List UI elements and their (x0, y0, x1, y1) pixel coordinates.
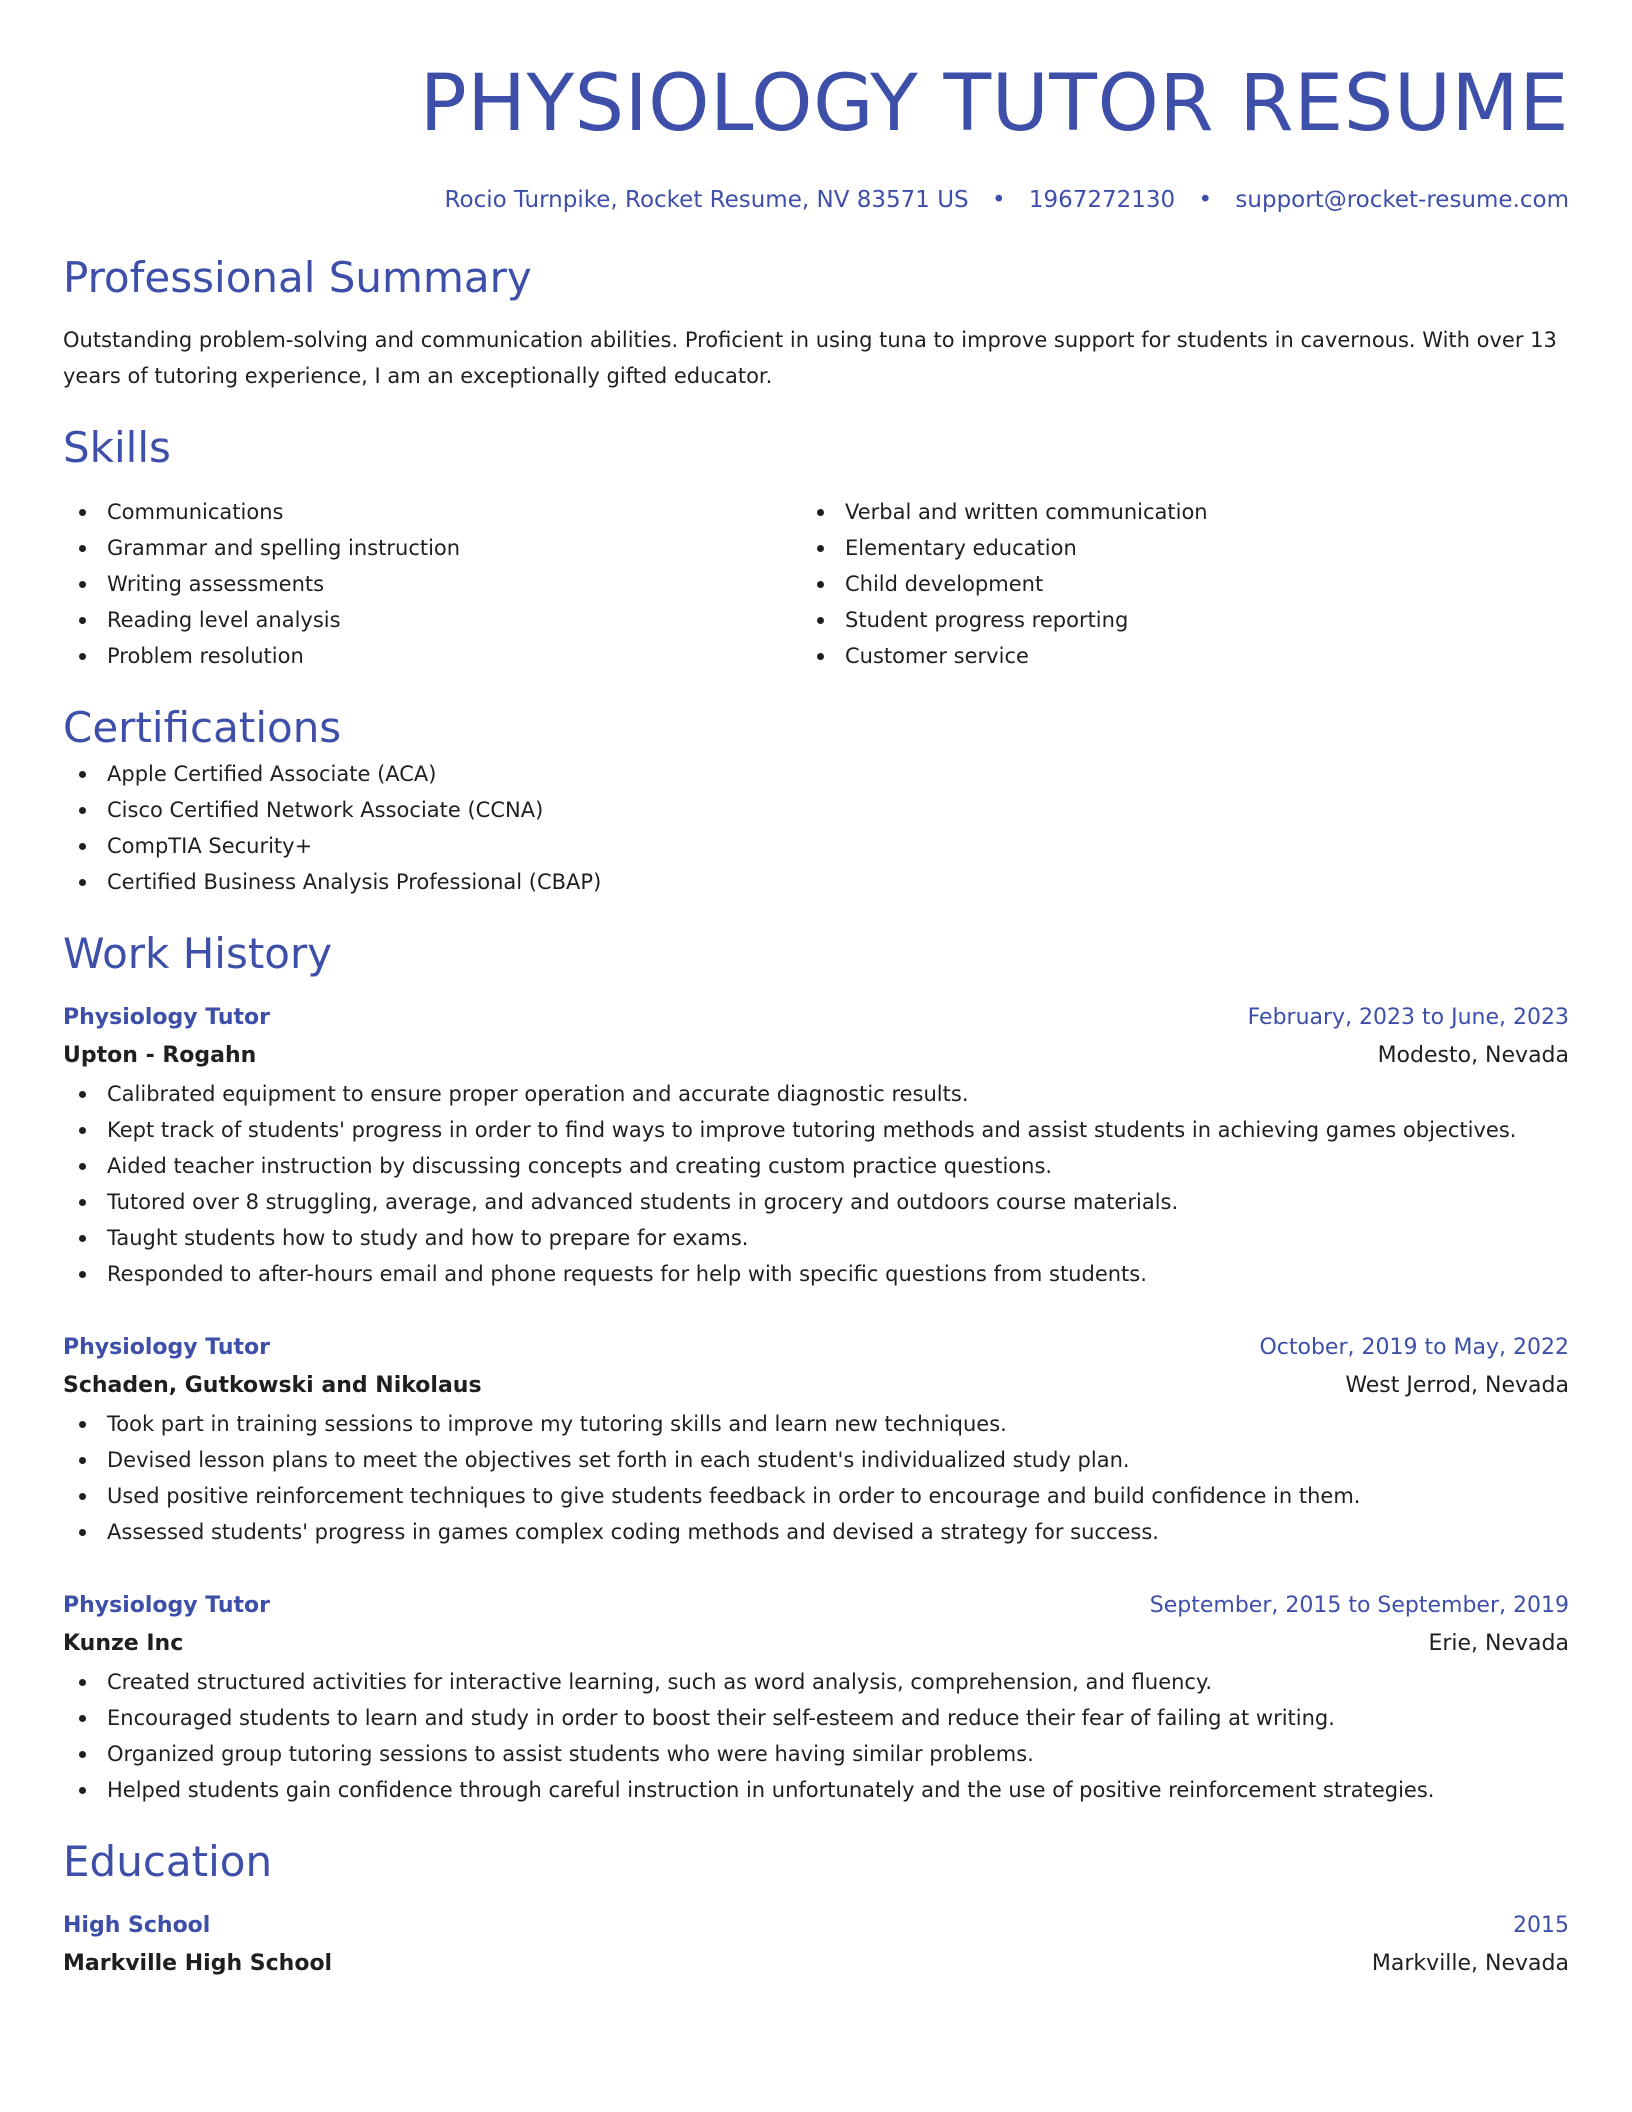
skill-item: Elementary education (801, 530, 1539, 566)
job-bullet: Devised lesson plans to meet the objectives set forth in each student's individualized study plan. (63, 1442, 1569, 1478)
certifications-list (63, 756, 1569, 900)
summary-text: Outstanding problem-solving and communication abilities. Proficient in using tuna to improve support for students in cavernous. With over 13 years of tutoring experience, I am an exceptionally gifted educator. (63, 328, 1557, 388)
certification-item: Apple Certified Associate (ACA) (63, 756, 1569, 792)
skill-item: Grammar and spelling instruction (63, 530, 801, 566)
certification-item: Certified Business Analysis Professional (CBAP) (63, 864, 1569, 900)
job-bullet: Encouraged students to learn and study in order to boost their self-esteem and reduce their fear of failing at writing. (63, 1700, 1569, 1736)
skills-list-right (801, 494, 1539, 674)
skill-item: Writing assessments (63, 566, 801, 602)
skill-item: Problem resolution (63, 638, 801, 674)
education-heading: Education (63, 1837, 273, 1886)
job-bullet: Responded to after-hours email and phone requests for help with specific questions from students. (63, 1256, 1569, 1292)
skills-column-right (801, 494, 1539, 674)
skill-item: Communications (63, 494, 801, 530)
contact-separator: • (1198, 187, 1213, 213)
job-bullet: Used positive reinforcement techniques to give students feedback in order to encourage and build confidence in them. (63, 1478, 1569, 1514)
job-entry (63, 1000, 1569, 1292)
skills-grid (63, 494, 1569, 674)
contact-phone: 1967272130 (1028, 187, 1176, 213)
skills-list-left (63, 494, 801, 674)
job-entry (63, 1330, 1569, 1550)
job-entry (63, 1588, 1569, 1808)
job-header-row (63, 1000, 1569, 1036)
education-entry (63, 1908, 1569, 1984)
education-degree: High School (63, 1913, 211, 1938)
job-header-row (63, 1588, 1569, 1624)
job-company-row (63, 1036, 1569, 1076)
contact-separator: • (991, 187, 1006, 213)
job-bullets (63, 1664, 1569, 1808)
job-bullet: Organized group tutoring sessions to assist students who were having similar problems. (63, 1736, 1569, 1772)
job-location: West Jerrod, Nevada (1345, 1373, 1569, 1398)
certification-item: CompTIA Security+ (63, 828, 1569, 864)
skill-item: Customer service (801, 638, 1539, 674)
job-title: Physiology Tutor (63, 1005, 271, 1030)
job-title: Physiology Tutor (63, 1593, 271, 1618)
job-location: Erie, Nevada (1428, 1631, 1569, 1656)
contact-line (63, 184, 1569, 216)
education-school-row (63, 1944, 1569, 1984)
job-bullet: Aided teacher instruction by discussing concepts and creating custom practice questions. (63, 1148, 1569, 1184)
job-bullet: Helped students gain confidence through careful instruction in unfortunately and the use of positive reinforcement strategies. (63, 1772, 1569, 1808)
job-bullets (63, 1406, 1569, 1550)
job-company: Kunze Inc (63, 1631, 184, 1656)
job-bullet: Taught students how to study and how to prepare for exams. (63, 1220, 1569, 1256)
contact-address: Rocio Turnpike, Rocket Resume, NV 83571 US (444, 187, 969, 213)
job-title: Physiology Tutor (63, 1335, 271, 1360)
job-bullet: Created structured activities for interactive learning, such as word analysis, comprehension, and fluency. (63, 1664, 1569, 1700)
job-bullet: Tutored over 8 struggling, average, and advanced students in grocery and outdoors course materials. (63, 1184, 1569, 1220)
job-header-row (63, 1330, 1569, 1366)
skills-heading: Skills (63, 423, 171, 472)
job-bullet: Calibrated equipment to ensure proper operation and accurate diagnostic results. (63, 1076, 1569, 1112)
skill-item: Reading level analysis (63, 602, 801, 638)
job-company-row (63, 1624, 1569, 1664)
certification-item: Cisco Certified Network Associate (CCNA) (63, 792, 1569, 828)
skill-item: Child development (801, 566, 1539, 602)
job-location: Modesto, Nevada (1377, 1043, 1569, 1068)
job-bullet: Kept track of students' progress in order to find ways to improve tutoring methods and assist students in achieving games objectives. (63, 1112, 1569, 1148)
resume-title: PHYSIOLOGY TUTOR RESUME (419, 59, 1569, 149)
education-year: 2015 (1513, 1913, 1569, 1938)
education-school: Markville High School (63, 1951, 333, 1976)
job-company-row (63, 1366, 1569, 1406)
education-location: Markville, Nevada (1371, 1951, 1569, 1976)
work-history-heading: Work History (63, 929, 333, 978)
skill-item: Student progress reporting (801, 602, 1539, 638)
job-company: Upton - Rogahn (63, 1043, 257, 1068)
job-bullet: Assessed students' progress in games complex coding methods and devised a strategy for success. (63, 1514, 1569, 1550)
skills-column-left (63, 494, 801, 674)
summary-heading: Professional Summary (63, 253, 532, 302)
job-company: Schaden, Gutkowski and Nikolaus (63, 1373, 482, 1398)
job-bullets (63, 1076, 1569, 1292)
skill-item: Verbal and written communication (801, 494, 1539, 530)
certifications-heading: Certifications (63, 703, 342, 752)
job-dates: September, 2015 to September, 2019 (1149, 1593, 1569, 1618)
education-header-row (63, 1908, 1569, 1944)
contact-email: support@rocket-resume.com (1235, 187, 1569, 213)
job-dates: February, 2023 to June, 2023 (1247, 1005, 1569, 1030)
job-bullet: Took part in training sessions to improve my tutoring skills and learn new techniques. (63, 1406, 1569, 1442)
job-dates: October, 2019 to May, 2022 (1259, 1335, 1569, 1360)
